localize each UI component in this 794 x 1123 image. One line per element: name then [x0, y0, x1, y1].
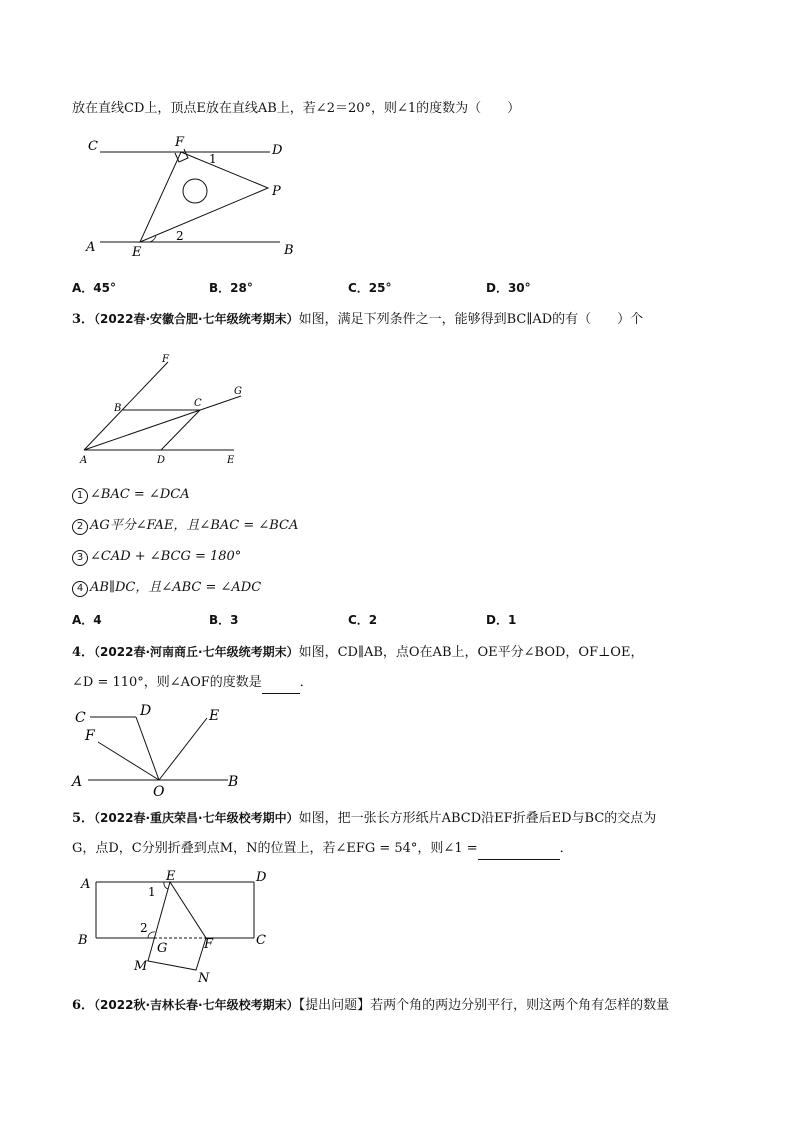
q4-label-d: D — [140, 703, 152, 719]
q5-number: 5． — [72, 811, 95, 826]
q2-label-b: B — [284, 243, 294, 258]
q3-header — [72, 309, 643, 330]
q3-option-a[interactable]: A．4 — [72, 613, 102, 627]
q3-stem: 如图，满足下列条件之一，能够得到BC∥AD的有（ ）个 — [298, 312, 644, 327]
q3-label-f: F — [162, 354, 169, 365]
q2-stem: 放在直线CD上，顶点E放在直线AB上，若∠2＝20°，则∠1的度数为（ ） — [72, 101, 521, 116]
q6-stem: 【提出问题】若两个角的两边分别平行，则这两个角有怎样的数量 — [298, 998, 670, 1013]
q4-number: 4． — [72, 645, 95, 660]
q2-angle-2: 2 — [176, 229, 184, 243]
q3-option-c[interactable]: C．2 — [348, 613, 378, 627]
q5-label-d: D — [256, 870, 267, 885]
q5-label-b: B — [78, 933, 88, 948]
q4-label-a: A — [72, 774, 83, 790]
q2-label-f: F — [175, 135, 185, 150]
q5-source: （2022春·重庆荣昌·七年级校考期中） — [94, 811, 299, 825]
q5-label-m: M — [134, 959, 148, 974]
q4-label-c: C — [75, 710, 86, 726]
q2-label-p: P — [272, 184, 281, 199]
q5-angle-2: 2 — [140, 921, 148, 935]
q5-label-n: N — [198, 971, 210, 984]
q2-label-d: D — [272, 143, 283, 158]
q3-condition-4: 4 AB∥DC，且∠ABC = ∠ADC — [72, 578, 261, 598]
circled-four-mark: 4 — [72, 581, 88, 597]
q2-figure — [80, 132, 310, 262]
q5-stem-1: 如图，把一张长方形纸片ABCD沿EF折叠后ED与BC的交点为 — [298, 811, 657, 826]
q5-stem-2: G，点D，C分别折叠到点M，N的位置上，若∠EFG = 54°，则∠1 = — [72, 841, 478, 856]
circled-one-mark: 1 — [72, 488, 88, 504]
q3-option-b[interactable]: B．3 — [209, 613, 239, 627]
q3-condition-1: 1 ∠BAC = ∠DCA — [72, 485, 190, 505]
q4-label-f: F — [85, 728, 95, 744]
q4-label-b: B — [228, 774, 239, 790]
q5-angle-1: 1 — [148, 885, 156, 899]
q4-stem-line-2: ∠D = 110°，则∠AOF的度数是 ． — [72, 673, 313, 694]
q4-figure — [70, 700, 250, 800]
q4-stem-2: ∠D = 110°，则∠AOF的度数是 — [72, 675, 262, 690]
q2-option-d[interactable]: D．30° — [486, 281, 531, 295]
q3-option-d[interactable]: D．1 — [486, 613, 517, 627]
q3-source: （2022春·安徽合肥·七年级统考期末） — [94, 312, 299, 326]
q3-figure — [76, 350, 256, 468]
q2-options — [72, 278, 672, 298]
q5-label-a: A — [81, 877, 91, 892]
q4-header — [72, 642, 643, 663]
q4-answer-blank[interactable] — [262, 673, 300, 694]
q3-label-e: E — [227, 455, 235, 466]
q3-label-g: G — [234, 386, 242, 397]
q2-option-c[interactable]: C．25° — [348, 281, 392, 295]
q3-condition-3: 3 ∠CAD + ∠BCG = 180° — [72, 547, 241, 567]
q5-figure — [76, 866, 276, 984]
q6-source: （2022秋·吉林长春·七年级校考期末） — [94, 998, 299, 1012]
q2-option-b[interactable]: B．28° — [209, 281, 253, 295]
q5-label-f: F — [204, 937, 214, 952]
circled-two-mark: 2 — [72, 519, 88, 535]
q5-header — [72, 808, 656, 829]
q5-answer-blank[interactable] — [478, 839, 560, 860]
q2-label-a: A — [86, 240, 96, 255]
q5-stem-line-2: G，点D，C分别折叠到点M，N的位置上，若∠EFG = 54°，则∠1 = ． — [72, 839, 573, 860]
q2-angle-1: 1 — [209, 152, 217, 166]
q2-label-e: E — [132, 245, 142, 260]
q2-label-c: C — [88, 139, 98, 154]
q3-options — [72, 610, 672, 630]
q3-condition-2: 2 AG平分∠FAE，且∠BAC = ∠BCA — [72, 516, 298, 536]
q3-label-d: D — [157, 455, 166, 466]
q2-option-a[interactable]: A．45° — [72, 281, 116, 295]
q4-label-e: E — [209, 708, 220, 724]
q5-label-c: C — [256, 933, 266, 948]
q5-label-e: E — [166, 869, 176, 884]
q3-label-a: A — [80, 455, 88, 466]
q3-label-c: C — [194, 398, 202, 409]
q4-label-o: O — [153, 784, 165, 800]
q5-label-g: G — [157, 941, 168, 956]
circled-three-mark: 3 — [72, 550, 88, 566]
q3-number: 3． — [72, 312, 95, 327]
q4-stem-1: 如图，CD∥AB，点O在AB上，OE平分∠BOD，OF⊥OE， — [298, 645, 644, 660]
q3-label-b: B — [114, 403, 122, 414]
q4-source: （2022春·河南商丘·七年级统考期末） — [94, 645, 299, 659]
q6-header — [72, 995, 669, 1016]
q6-number: 6． — [72, 998, 95, 1013]
